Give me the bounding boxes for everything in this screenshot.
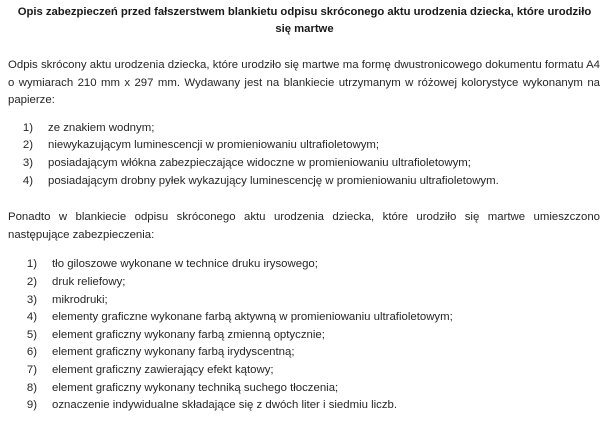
- security-feature-item: [0, 380, 609, 398]
- paper-feature-item-number: 1): [22, 121, 33, 134]
- second-paragraph: Ponadto w blankiecie odpisu skróconego aktu urodzenia dziecka, które urodziło się martwe umieszczono następujące zabezpieczenia:: [8, 211, 600, 241]
- paper-feature-item: [0, 173, 609, 191]
- paper-feature-item: [0, 155, 609, 173]
- security-features-list: [0, 256, 609, 414]
- paper-feature-item-label: ze znakiem wodnym;: [48, 121, 155, 134]
- intro-paragraph: Odpis skrócony aktu urodzenia dziecka, które urodziło się martwe ma formę dwustronicowego dokumentu formatu A4 o wymiarach 210 mm x 297 mm. Wydawany jest na blankiecie utrzymanym w różowej kolorystyce wykonanym na papierze:: [8, 59, 600, 107]
- paper-feature-item-label: posiadającym drobny pyłek wykazujący luminescencję w promieniowaniu ultrafioletowym.: [48, 174, 499, 187]
- paper-features-list: [0, 120, 609, 190]
- paper-feature-item: [0, 120, 609, 138]
- security-feature-item: [0, 362, 609, 380]
- security-feature-item-label: oznaczenie indywidualne składające się z dwóch liter i siedmiu liczb.: [52, 399, 398, 412]
- security-feature-item: [0, 292, 609, 310]
- security-feature-item-label: element graficzny wykonany farbą zmienną optycznie;: [52, 328, 325, 341]
- security-feature-item: [0, 274, 609, 292]
- security-feature-item-label: mikrodruki;: [52, 293, 108, 306]
- security-feature-item-number: 9): [26, 399, 37, 412]
- security-feature-item-number: 6): [26, 346, 37, 359]
- paper-feature-item-label: posiadającym włókna zabezpieczające widoczne w promieniowaniu ultrafioletowym;: [48, 156, 471, 169]
- security-feature-item: [0, 309, 609, 327]
- security-feature-item-number: 8): [26, 381, 37, 394]
- paper-feature-item: [0, 137, 609, 155]
- paper-feature-item-number: 3): [22, 156, 33, 169]
- security-feature-item-number: 7): [26, 363, 37, 376]
- security-feature-item-number: 2): [26, 275, 37, 288]
- security-feature-item-number: 3): [26, 293, 37, 306]
- security-feature-item-label: elementy graficzne wykonane farbą aktywną w promieniowaniu ultrafioletowym;: [52, 311, 453, 324]
- paper-feature-item-number: 4): [22, 174, 33, 187]
- security-feature-item-label: tło giloszowe wykonane w technice druku irysowego;: [52, 258, 318, 271]
- security-feature-item-label: element graficzny wykonany techniką suchego tłoczenia;: [52, 381, 339, 394]
- security-feature-item-number: 5): [26, 328, 37, 341]
- document-title: Opis zabezpieczeń przed fałszerstwem blankietu odpisu skróconego aktu urodzenia dziecka, które urodziło się martwe: [17, 6, 592, 35]
- security-feature-item: [0, 256, 609, 274]
- paper-feature-item-number: 2): [22, 139, 33, 152]
- security-feature-item-label: druk reliefowy;: [52, 275, 126, 288]
- security-feature-item-label: element graficzny wykonany farbą irydyscentną;: [52, 346, 295, 359]
- security-feature-item: [0, 327, 609, 345]
- security-feature-item-number: 4): [26, 311, 37, 324]
- security-feature-item-label: element graficzny zawierający efekt kątowy;: [52, 363, 274, 376]
- security-feature-item: [0, 397, 609, 415]
- security-feature-item: [0, 344, 609, 362]
- paper-feature-item-label: niewykazującym luminescencji w promieniowaniu ultrafioletowym;: [48, 139, 380, 152]
- security-feature-item-number: 1): [26, 258, 37, 271]
